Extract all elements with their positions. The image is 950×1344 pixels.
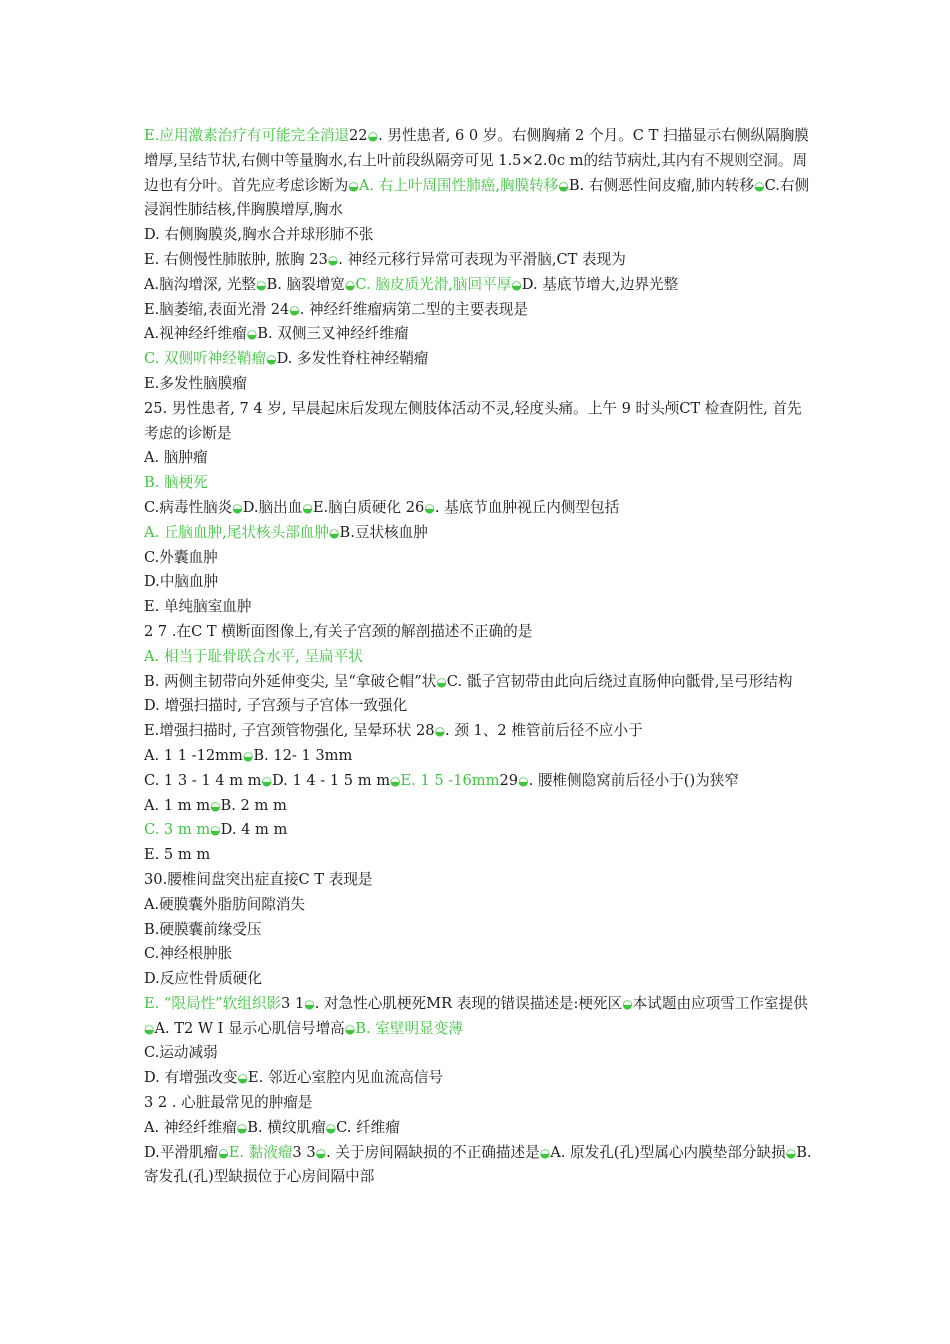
highlighted-answer-text: B. 脑梗死 bbox=[144, 474, 208, 492]
text-run: D.平滑肌瘤 bbox=[144, 1143, 219, 1161]
highlighted-answer-text: E. 1 5 -16mm bbox=[400, 771, 500, 789]
text-run: . 腰椎侧隐窝前后径小于()为狭窄 bbox=[528, 771, 739, 789]
text-run: D. 增强扫描时, 子宫颈与子宫体一致强化 bbox=[144, 697, 408, 715]
text-line bbox=[144, 124, 812, 223]
highlighted-answer-text: C. 3 m m bbox=[144, 821, 211, 839]
text-line bbox=[144, 471, 812, 496]
text-run: E. 右侧慢性肺脓肿, 脓胸 23 bbox=[144, 250, 328, 268]
text-line bbox=[144, 942, 812, 967]
text-line bbox=[144, 719, 812, 744]
highlighted-answer-text: E. 黏液瘤 bbox=[228, 1143, 293, 1161]
text-line bbox=[144, 223, 812, 248]
bullet-mark-icon: ◒ bbox=[261, 773, 272, 788]
text-run: D.脑出血 bbox=[242, 498, 303, 516]
text-run: C.右侧浸润性肺结核,伴胸膜增厚,胸水 bbox=[144, 176, 810, 219]
text-line bbox=[144, 1116, 812, 1141]
text-run: B. 横纹肌瘤 bbox=[247, 1118, 326, 1136]
text-run: E.脑萎缩,表面光滑 24 bbox=[144, 300, 290, 318]
text-line bbox=[144, 1141, 812, 1191]
text-run: A. 1 m m bbox=[144, 796, 211, 814]
text-line bbox=[144, 620, 812, 645]
text-run: B. 双侧三叉神经纤维瘤 bbox=[257, 325, 409, 343]
bullet-mark-icon: ◒ bbox=[237, 1071, 248, 1086]
text-line bbox=[144, 769, 812, 794]
text-run: A. 脑肿瘤 bbox=[144, 449, 208, 467]
text-run: 本试题由应项雪工作室提供 bbox=[632, 994, 808, 1012]
text-line bbox=[144, 645, 812, 670]
text-line bbox=[144, 868, 812, 893]
text-line bbox=[144, 273, 812, 298]
highlighted-answer-text: A. 相当于耻骨联合水平, 呈扁平状 bbox=[144, 647, 363, 665]
text-run: 3 3 bbox=[292, 1143, 316, 1161]
bullet-mark-icon: ◒ bbox=[256, 277, 267, 292]
text-line bbox=[144, 843, 812, 868]
text-run: C. 骶子宫韧带由此向后绕过直肠伸向骶骨,呈弓形结构 bbox=[446, 672, 793, 690]
text-run: A.视神经纤维瘤 bbox=[144, 325, 247, 343]
text-run: 25. 男性患者, 7 4 岁, 早晨起床后发现左侧肢体活动不灵,轻度头痛。上午 9 时头颅CT 检查阴性, 首先考虑的诊断是 bbox=[144, 399, 802, 442]
text-run: C.神经根肿胀 bbox=[144, 945, 233, 963]
text-run: B. 脑裂增宽 bbox=[266, 275, 345, 293]
text-line bbox=[144, 397, 812, 447]
text-line bbox=[144, 248, 812, 273]
text-line bbox=[144, 546, 812, 571]
text-run: 29 bbox=[499, 771, 519, 789]
text-run: C.外囊血肿 bbox=[144, 548, 218, 566]
text-run: D. 有增强改变 bbox=[144, 1069, 238, 1087]
highlighted-answer-text: A. 丘脑血肿,尾状核头部血肿 bbox=[144, 523, 329, 541]
text-run: C. 纤维瘤 bbox=[336, 1118, 400, 1136]
bullet-mark-icon: ◒ bbox=[304, 996, 315, 1011]
text-run: D. 右侧胸膜炎,胸水合并球形肺不张 bbox=[144, 226, 374, 244]
bullet-mark-icon: ◒ bbox=[390, 773, 401, 788]
text-run: E.多发性脑膜瘤 bbox=[144, 374, 247, 392]
text-line bbox=[144, 595, 812, 620]
text-line bbox=[144, 670, 812, 695]
text-line bbox=[144, 1066, 812, 1091]
text-run: . 神经纤维瘤病第二型的主要表现是 bbox=[299, 300, 528, 318]
text-run: D. 4 m m bbox=[220, 821, 288, 839]
text-run: E. 邻近心室腔内见血流高信号 bbox=[247, 1069, 443, 1087]
text-run: 2 7 .在C T 横断面图像上,有关子宫颈的解剖描述不正确的是 bbox=[144, 622, 533, 640]
text-run: . 基底节血肿视丘内侧型包括 bbox=[434, 498, 620, 516]
bullet-mark-icon: ◒ bbox=[232, 500, 243, 515]
text-run: 22 bbox=[349, 127, 368, 144]
highlighted-answer-text: C. 双侧听神经鞘瘤 bbox=[144, 350, 267, 368]
text-run: B. 两侧主韧带向外延伸变尖, 呈“拿破仑帽”状 bbox=[144, 672, 437, 690]
bullet-mark-icon: ◒ bbox=[424, 500, 435, 515]
text-run: . 关于房间隔缺损的不正确描述是 bbox=[326, 1143, 540, 1161]
text-run: E.脑白质硬化 26 bbox=[312, 498, 425, 516]
text-run: . 神经元移行异常可表现为平滑脑,CT 表现为 bbox=[338, 250, 626, 268]
text-run: D.反应性骨质硬化 bbox=[144, 970, 262, 988]
bullet-mark-icon: ◒ bbox=[210, 823, 221, 838]
bullet-mark-icon: ◒ bbox=[302, 500, 313, 515]
text-run: C.病毒性脑炎 bbox=[144, 498, 233, 516]
text-run: . 对急性心肌梗死MR 表现的错误描述是:梗死区 bbox=[314, 994, 623, 1012]
text-run: E. 5 m m bbox=[144, 846, 211, 864]
bullet-mark-icon: ◒ bbox=[236, 1120, 248, 1135]
document-body bbox=[144, 124, 812, 1190]
text-run: A.硬膜囊外脂肪间隙消失 bbox=[144, 895, 306, 913]
bullet-mark-icon: ◒ bbox=[558, 178, 569, 193]
text-run: C. 1 3 - 1 4 m m bbox=[144, 771, 262, 789]
text-run: E. 单纯脑室血肿 bbox=[144, 598, 252, 616]
text-line bbox=[144, 694, 812, 719]
text-run: B. 2 m m bbox=[220, 796, 287, 814]
text-run: 3 1 bbox=[281, 994, 305, 1012]
highlighted-answer-text: E. “限局性”软组织影 bbox=[144, 994, 282, 1012]
bullet-mark-icon: ◒ bbox=[344, 1021, 356, 1036]
highlighted-answer-text: E.应用激素治疗有可能完全消退 bbox=[144, 127, 350, 144]
bullet-mark-icon: ◒ bbox=[242, 748, 254, 763]
bullet-mark-icon: ◒ bbox=[539, 1145, 551, 1160]
bullet-mark-icon: ◒ bbox=[266, 352, 277, 367]
text-line bbox=[144, 496, 812, 521]
bullet-mark-icon: ◒ bbox=[325, 1120, 337, 1135]
text-line bbox=[144, 794, 812, 819]
text-line bbox=[144, 744, 812, 769]
bullet-mark-icon: ◒ bbox=[246, 327, 258, 342]
text-line bbox=[144, 570, 812, 595]
bullet-mark-icon: ◒ bbox=[329, 525, 340, 540]
text-run: D. 基底节增大,边界光整 bbox=[521, 275, 679, 293]
text-line bbox=[144, 521, 812, 546]
text-run: B. 右侧恶性间皮瘤,肺内转移 bbox=[568, 176, 755, 194]
bullet-mark-icon: ◒ bbox=[785, 1145, 797, 1160]
text-line bbox=[144, 1091, 812, 1116]
highlighted-answer-text: C. 脑皮质光滑,脑回平厚 bbox=[355, 275, 512, 293]
text-line bbox=[144, 1041, 812, 1066]
text-line bbox=[144, 446, 812, 471]
text-line bbox=[144, 918, 812, 943]
text-line bbox=[144, 893, 812, 918]
bullet-mark-icon: ◒ bbox=[754, 178, 765, 193]
text-run: A. T2 W I 显示心肌信号增高 bbox=[154, 1019, 345, 1037]
text-run: B.硬膜囊前缘受压 bbox=[144, 920, 262, 938]
text-run: B. 12- 1 3mm bbox=[253, 746, 353, 764]
bullet-mark-icon: ◒ bbox=[289, 302, 300, 317]
highlighted-answer-text: B. 室壁明显变薄 bbox=[355, 1019, 463, 1037]
text-run: . 男性患者, 6 0 岁。右侧胸痛 2 个月。C T 扫描显示右侧纵隔胸膜增厚,呈结节状,右侧中等量胸水,右上叶前段纵隔旁可见 1.5×2.0c m的结节病灶,其内有不规则空洞。周边也有分叶。首先应考虑诊断为 bbox=[144, 127, 809, 194]
bullet-mark-icon: ◒ bbox=[218, 1145, 229, 1160]
text-run: B. 寄发孔(孔)型缺损位于心房间隔中部 bbox=[144, 1143, 812, 1186]
text-run: A. 神经纤维瘤 bbox=[144, 1118, 237, 1136]
text-run: 3 2 . 心脏最常见的肿瘤是 bbox=[144, 1094, 313, 1112]
text-line bbox=[144, 818, 812, 843]
bullet-mark-icon: ◒ bbox=[327, 252, 339, 267]
text-run: D.中脑血肿 bbox=[144, 573, 219, 591]
bullet-mark-icon: ◒ bbox=[367, 129, 379, 143]
bullet-mark-icon: ◒ bbox=[144, 1021, 155, 1036]
bullet-mark-icon: ◒ bbox=[622, 996, 633, 1011]
highlighted-answer-text: A. 右上叶周围性肺癌,胸膜转移 bbox=[358, 176, 559, 194]
bullet-mark-icon: ◒ bbox=[434, 724, 446, 739]
text-line bbox=[144, 322, 812, 347]
text-line bbox=[144, 992, 812, 1042]
text-run: D. 1 4 - 1 5 m m bbox=[272, 771, 391, 789]
text-run: D. 多发性脊柱神经鞘瘤 bbox=[276, 350, 429, 368]
text-run: A.脑沟增深, 光整 bbox=[144, 275, 257, 293]
text-run: . 颈 1、2 椎管前后径不应小于 bbox=[445, 722, 643, 740]
text-line bbox=[144, 967, 812, 992]
text-run: B.豆状核血肿 bbox=[339, 523, 428, 541]
bullet-mark-icon: ◒ bbox=[436, 674, 447, 689]
bullet-mark-icon: ◒ bbox=[518, 773, 529, 788]
bullet-mark-icon: ◒ bbox=[511, 277, 522, 292]
text-line bbox=[144, 347, 812, 372]
text-run: C.运动减弱 bbox=[144, 1044, 218, 1062]
text-run: A. 1 1 -12mm bbox=[144, 746, 243, 764]
bullet-mark-icon: ◒ bbox=[348, 178, 359, 193]
bullet-mark-icon: ◒ bbox=[210, 798, 221, 813]
text-run: 30.腰椎间盘突出症直接C T 表现是 bbox=[144, 870, 373, 888]
bullet-mark-icon: ◒ bbox=[344, 277, 356, 292]
text-line bbox=[144, 372, 812, 397]
bullet-mark-icon: ◒ bbox=[315, 1145, 327, 1160]
text-run: A. 原发孔(孔)型属心内膜垫部分缺损 bbox=[550, 1143, 786, 1161]
text-line bbox=[144, 298, 812, 323]
text-run: E.增强扫描时, 子宫颈管物强化, 呈晕环状 28 bbox=[144, 722, 435, 740]
